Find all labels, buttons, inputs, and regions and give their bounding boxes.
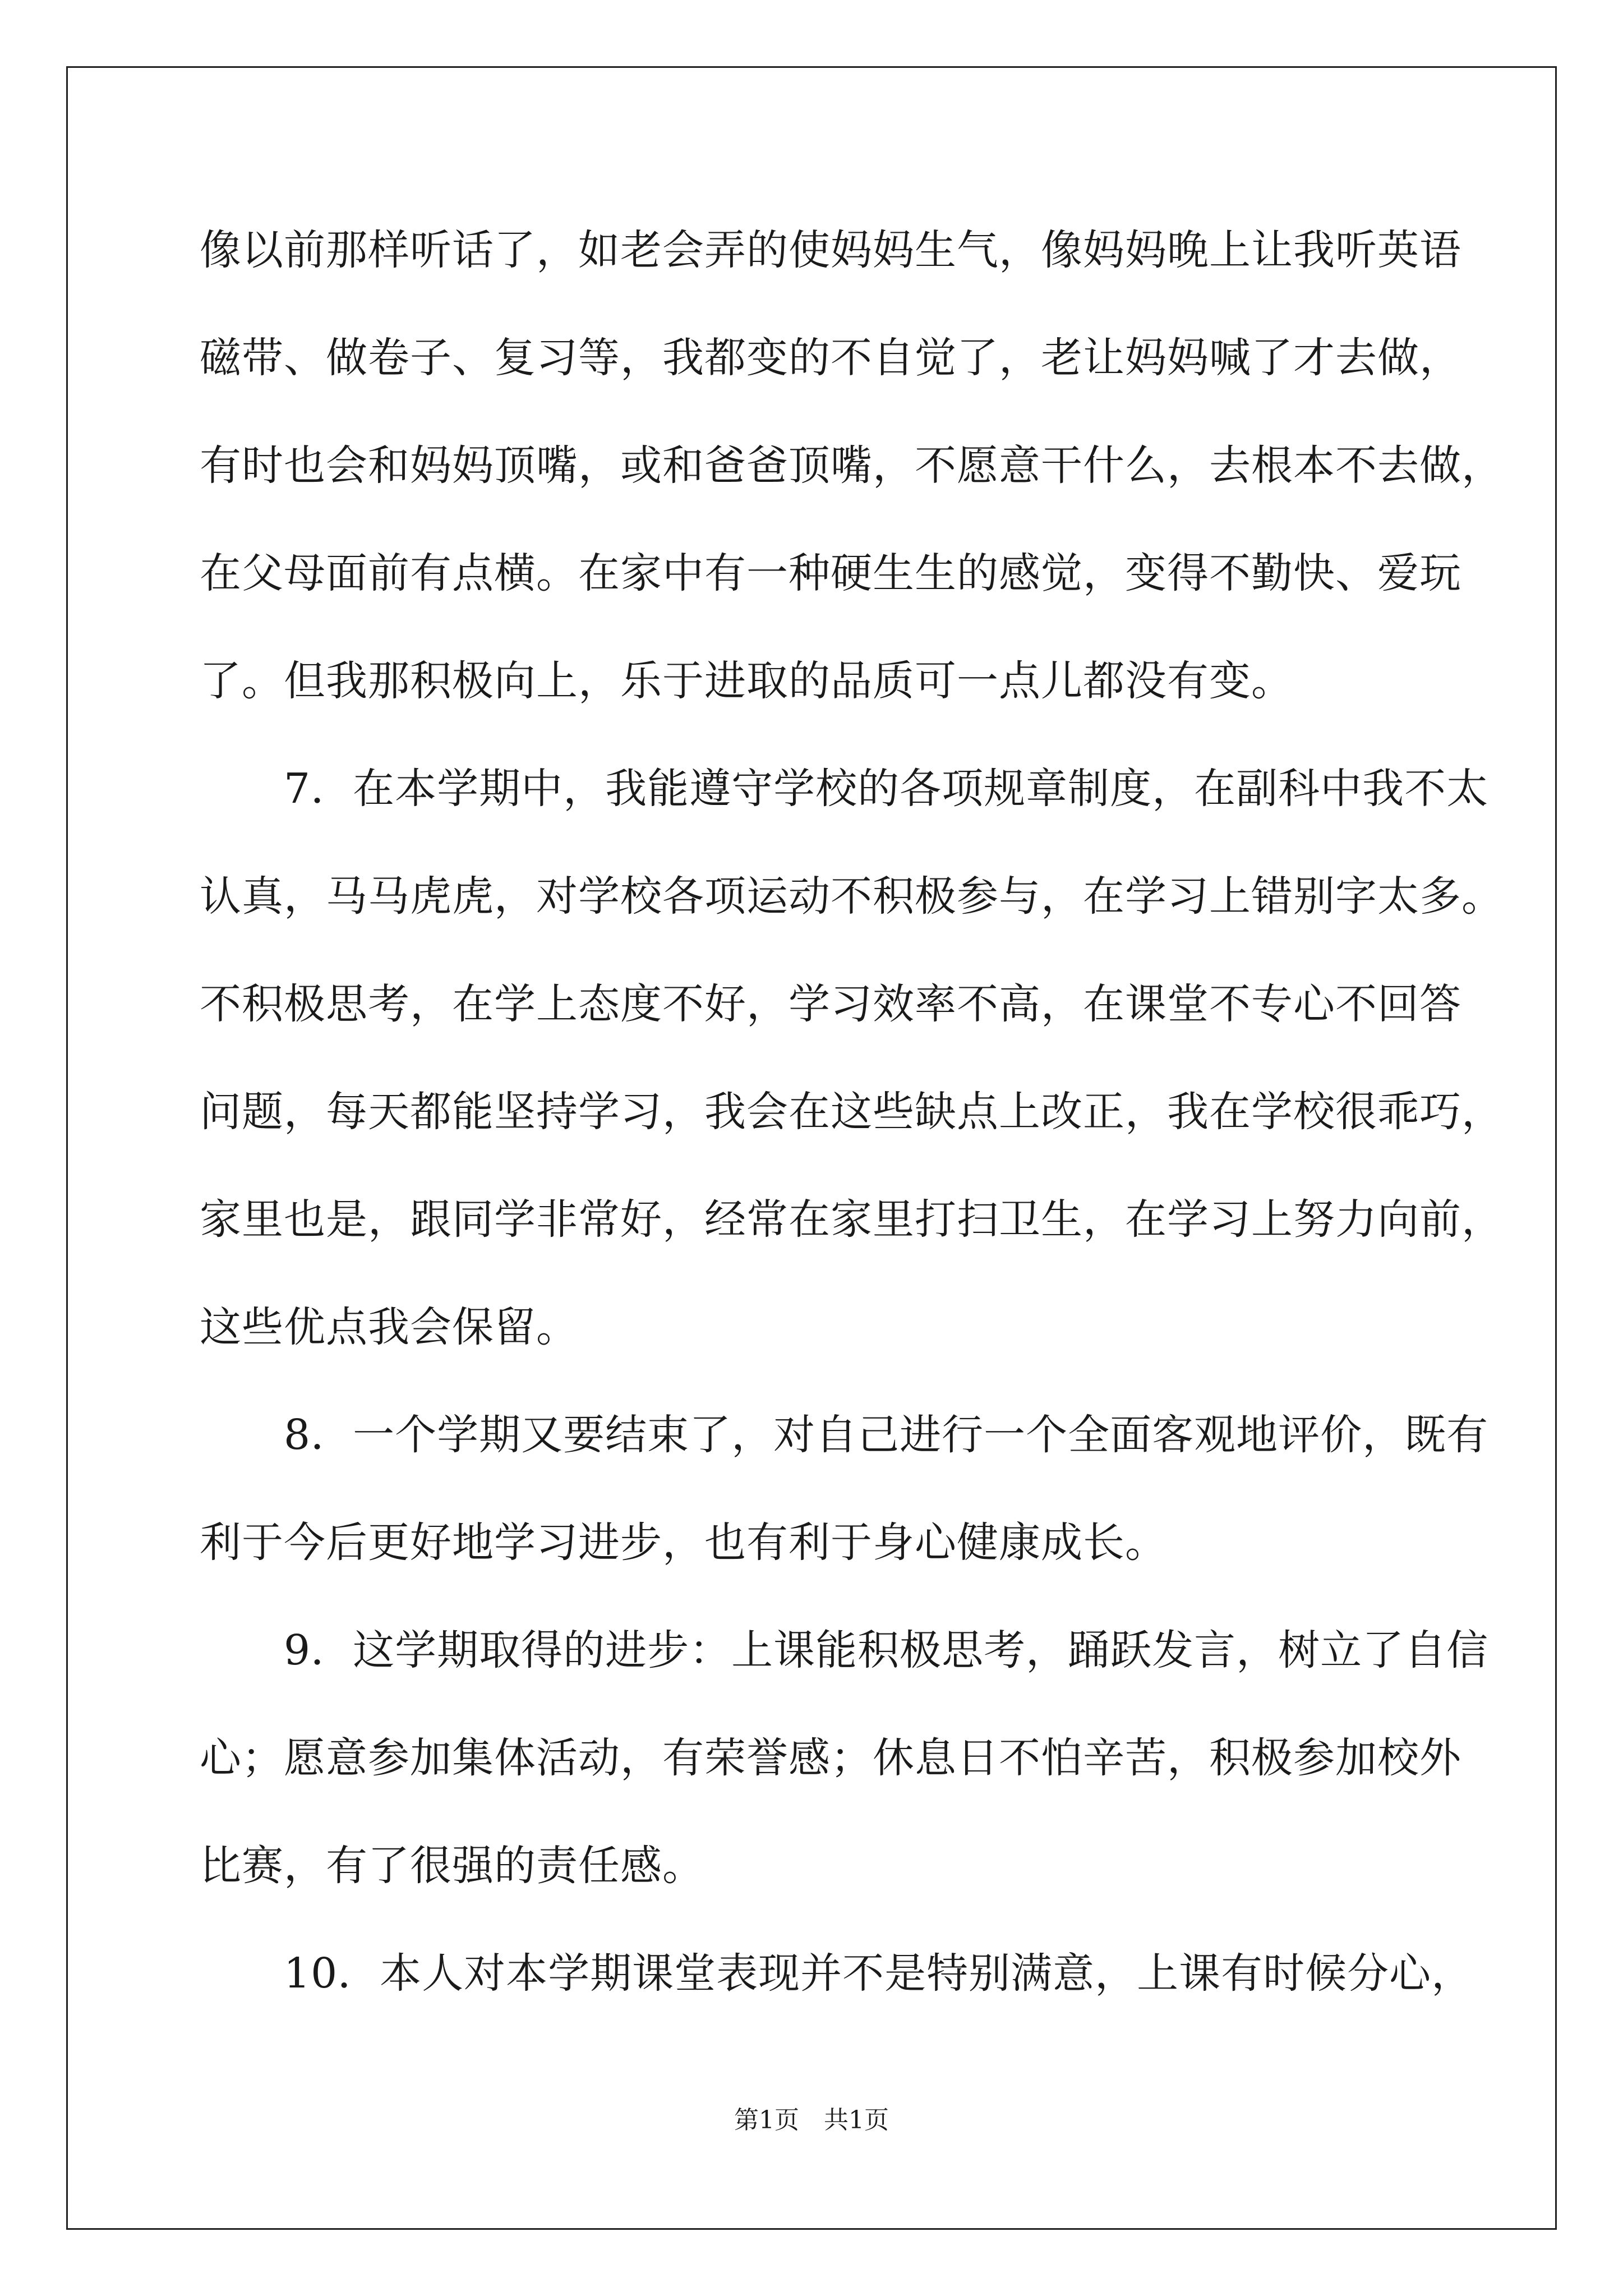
text-line: 这些优点我会保留。 <box>200 1303 578 1351</box>
text-line: 不积极思考，在学上态度不好，学习效率不高，在课堂不专心不回答 <box>200 980 1461 1028</box>
text-line: 心；愿意参加集体活动，有荣誉感；休息日不怕辛苦，积极参加校外 <box>200 1734 1461 1782</box>
text-line: 8．一个学期又要结束了，对自己进行一个全面客观地评价，既有 <box>200 1411 1489 1459</box>
text-line: 10．本人对本学期课堂表现并不是特别满意，上课有时候分心， <box>200 1949 1474 1998</box>
text-line: 在父母面前有点横。在家中有一种硬生生的感觉，变得不勤快、爱玩 <box>200 549 1461 597</box>
text-line: 比赛，有了很强的责任感。 <box>200 1842 704 1890</box>
text-line: 7．在本学期中，我能遵守学校的各项规章制度，在副科中我不太 <box>200 765 1489 813</box>
text-line: 家里也是，跟同学非常好，经常在家里打扫卫生，在学习上努力向前， <box>200 1195 1504 1244</box>
text-line: 有时也会和妈妈顶嘴，或和爸爸顶嘴，不愿意干什么，去根本不去做， <box>200 441 1504 490</box>
document-body <box>200 196 1504 2027</box>
text-line: 磁带、做卷子、复习等，我都变的不自觉了，老让妈妈喊了才去做， <box>200 334 1461 382</box>
text-line: 像以前那样听话了，如老会弄的使妈妈生气，像妈妈晚上让我听英语 <box>200 226 1461 274</box>
text-line: 了。但我那积极向上，乐于进取的品质可一点儿都没有变。 <box>200 657 1293 705</box>
text-line: 认真，马马虎虎，对学校各项运动不积极参与，在学习上错别字太多。 <box>200 872 1504 921</box>
text-line: 9．这学期取得的进步：上课能积极思考，踊跃发言，树立了自信 <box>200 1626 1489 1674</box>
page-footer: 第1页 共1页 <box>734 2106 889 2134</box>
text-line: 问题，每天都能坚持学习，我会在这些缺点上改正，我在学校很乖巧， <box>200 1088 1504 1136</box>
text-line: 利于今后更好地学习进步，也有利于身心健康成长。 <box>200 1519 1167 1567</box>
